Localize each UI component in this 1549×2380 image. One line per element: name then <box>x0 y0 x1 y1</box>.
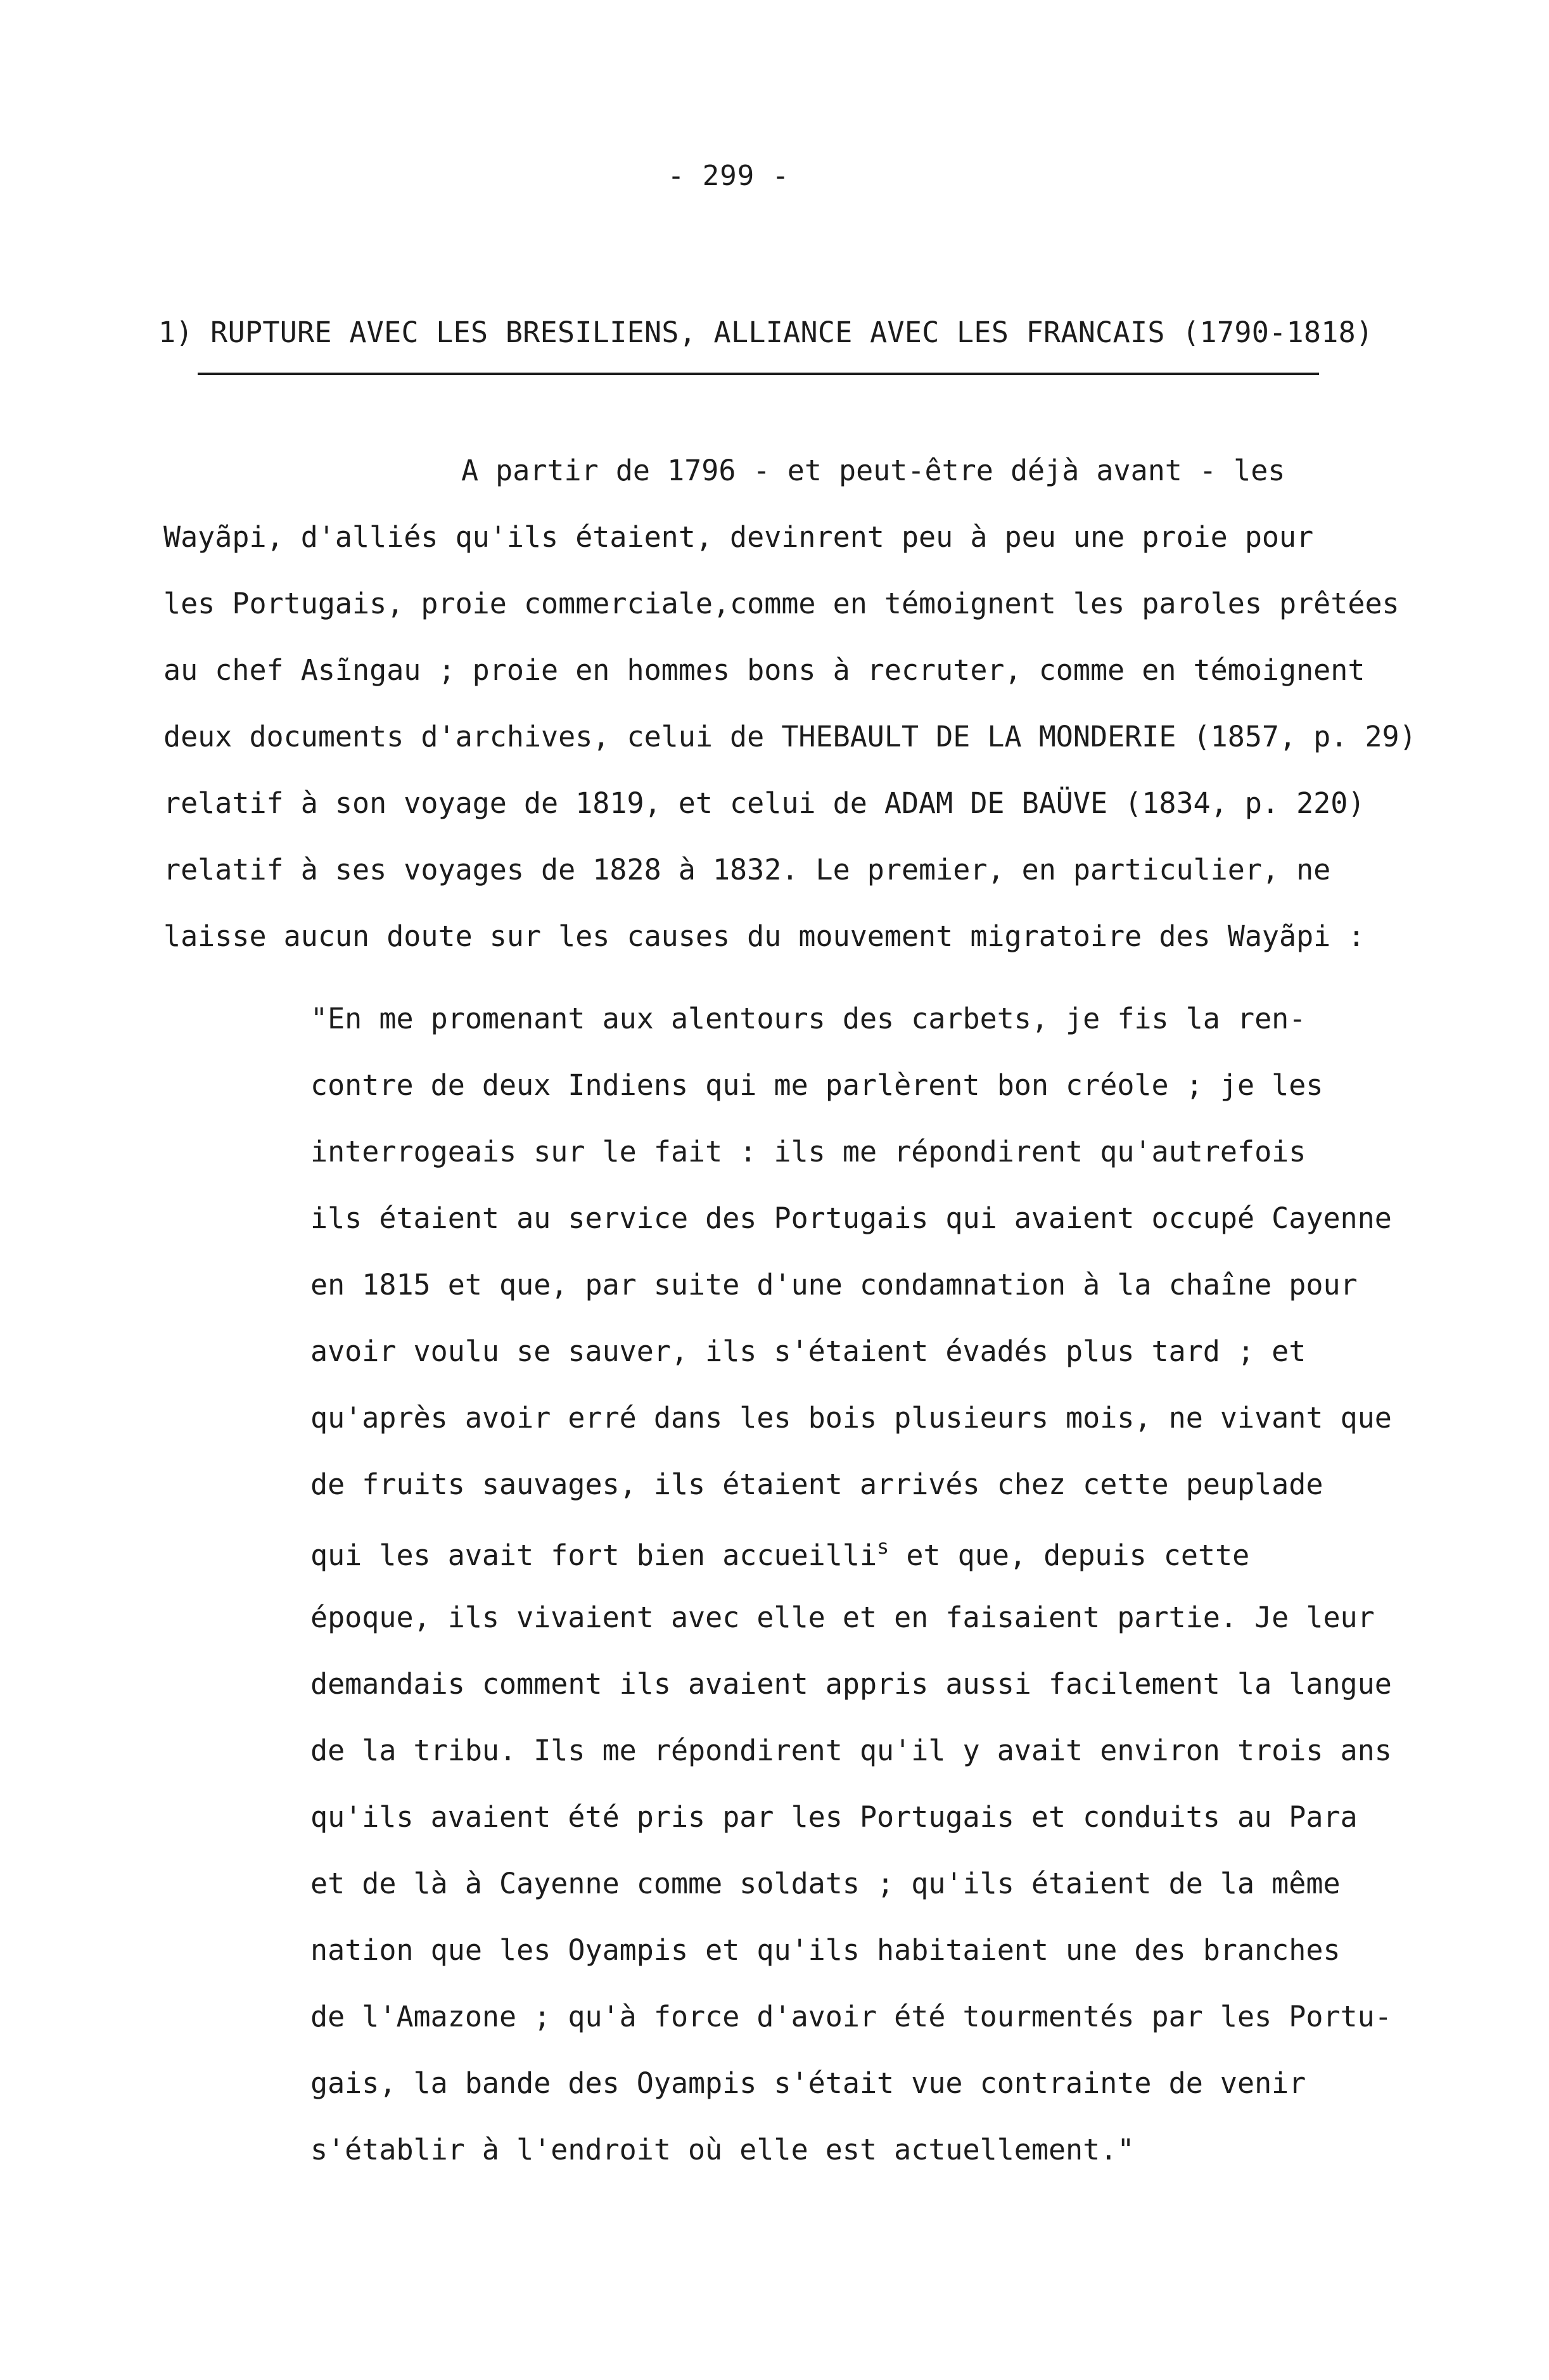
quote-line: gais, la bande des Oyampis s'était vue contrainte de venir <box>310 2066 1306 2100</box>
heading-underline <box>198 373 1319 375</box>
quote-line: qu'ils avaient été pris par les Portugais et conduits au Para <box>310 1800 1358 1834</box>
section-heading: 1) RUPTURE AVEC LES BRESILIENS, ALLIANCE AVEC LES FRANCAIS (1790-1818) <box>158 316 1374 349</box>
quote-line: époque, ils vivaient avec elle et en faisaient partie. Je leur <box>310 1601 1375 1634</box>
quote-line: de l'Amazone ; qu'à force d'avoir été tourmentés par les Portu- <box>310 2000 1392 2033</box>
superscript-s: s <box>877 1535 889 1559</box>
quote-line: contre de deux Indiens qui me parlèrent bon créole ; je les <box>310 1068 1323 1102</box>
quote-line: et de là à Cayenne comme soldats ; qu'ils étaient de la même <box>310 1867 1341 1900</box>
quote-line: qu'après avoir erré dans les bois plusieurs mois, ne vivant que <box>310 1401 1392 1435</box>
body-line: au chef Asĩngau ; proie en hommes bons à recruter, comme en témoignent <box>163 653 1365 687</box>
quote-line: avoir voulu se sauver, ils s'étaient évadés plus tard ; et <box>310 1334 1306 1368</box>
body-line: relatif à son voyage de 1819, et celui de ADAM DE BAÜVE (1834, p. 220) <box>163 786 1365 820</box>
quote-line: ils étaient au service des Portugais qui avaient occupé Cayenne <box>310 1201 1392 1235</box>
body-line: Wayãpi, d'alliés qu'ils étaient, devinrent peu à peu une proie pour <box>163 520 1314 554</box>
quote-line <box>310 1537 1249 1570</box>
body-line: relatif à ses voyages de 1828 à 1832. Le premier, en particulier, ne <box>163 853 1331 886</box>
quote-line: de la tribu. Ils me répondirent qu'il y avait environ trois ans <box>310 1734 1392 1767</box>
quote-line: "En me promenant aux alentours des carbets, je fis la ren- <box>310 1002 1306 1035</box>
quote-line: interrogeais sur le fait : ils me répondirent qu'autrefois <box>310 1135 1306 1168</box>
quote-text: qui les avait fort bien accueilli <box>310 1539 877 1572</box>
body-line: A partir de 1796 - et peut-être déjà avant - les <box>461 454 1285 487</box>
quote-line: s'établir à l'endroit où elle est actuellement." <box>310 2133 1135 2166</box>
quote-line: nation que les Oyampis et qu'ils habitaient une des branches <box>310 1933 1341 1967</box>
body-line: deux documents d'archives, celui de THEBAULT DE LA MONDERIE (1857, p. 29) <box>163 720 1417 753</box>
quote-line: de fruits sauvages, ils étaient arrivés chez cette peuplade <box>310 1468 1323 1501</box>
body-line: laisse aucun doute sur les causes du mouvement migratoire des Wayãpi : <box>163 919 1365 953</box>
quote-line: demandais comment ils avaient appris aussi facilement la langue <box>310 1667 1392 1701</box>
page-number: - 299 - <box>667 160 790 192</box>
quote-text: et que, depuis cette <box>889 1539 1250 1572</box>
body-line: les Portugais, proie commerciale,comme en témoignent les paroles prêtées <box>163 587 1399 620</box>
quote-line: en 1815 et que, par suite d'une condamnation à la chaîne pour <box>310 1268 1358 1302</box>
